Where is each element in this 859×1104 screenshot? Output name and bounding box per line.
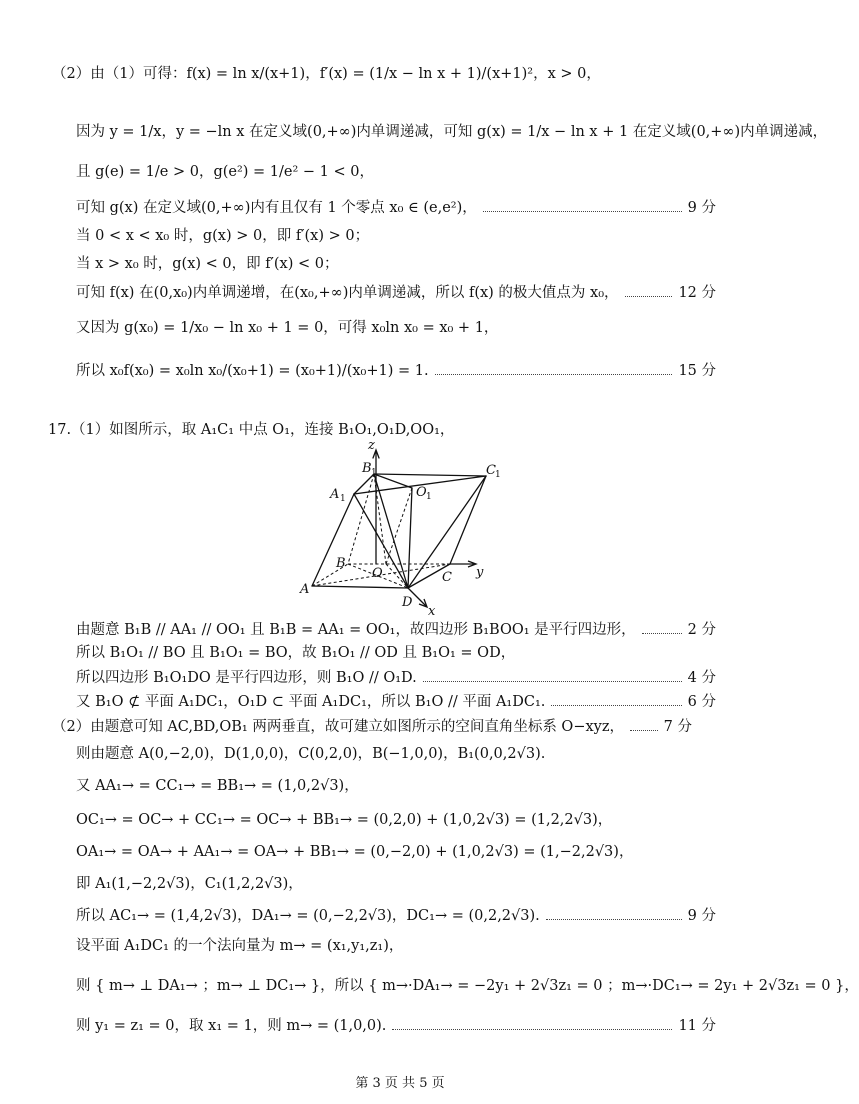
q16-part2-line-5: 当 x > x₀ 时，g(x) < 0，即 f′(x) < 0；: [76, 256, 339, 272]
prism-figure: [290, 436, 501, 619]
leader-dots: [435, 374, 673, 375]
prism-diagram: [290, 436, 501, 619]
label-c: C: [442, 570, 452, 585]
label-o1-sub: 1: [426, 492, 432, 502]
score-label: 15 分: [678, 363, 716, 379]
q17-part2-line-8: 则 y₁ = z₁ = 0，取 x₁ = 1，则 m→ = (1,0,0). 11 分: [76, 1018, 716, 1034]
q17-part2-line-4: 即 A₁(1,−2,2√3)，C₁(1,2,2√3)，: [76, 876, 303, 892]
label-o1: O: [416, 485, 427, 500]
label-y: y: [476, 565, 484, 580]
leader-dots: [551, 705, 681, 706]
score-label: 9 分: [687, 200, 716, 216]
score-label: 6 分: [687, 694, 716, 710]
q17-part2-lead: （2）由题意可知 AC,BD,OB₁ 两两垂直，故可建立如图所示的空间直角坐标系 O−xyz， 7 分: [52, 719, 692, 735]
leader-dots: [630, 730, 658, 731]
label-b1-sub: 1: [371, 468, 377, 478]
label-x: x: [428, 604, 436, 619]
label-d: D: [402, 595, 413, 610]
leader-dots: [392, 1029, 672, 1030]
leader-dots: [483, 211, 682, 212]
q16-part2-line-4: 当 0 < x < x₀ 时，g(x) > 0，即 f′(x) > 0；: [76, 228, 370, 244]
leader-dots: [423, 681, 682, 682]
label-c1: C: [486, 463, 496, 478]
label-a1: A: [330, 487, 340, 502]
edge-b1-o1: [374, 474, 412, 488]
q16-part2-line-6: 可知 f(x) 在(0,x₀)内单调递增，在(x₀,+∞)内单调递减，所以 f(x) 的极大值点为 x₀， 12 分: [76, 285, 716, 301]
edge-b1-c1: [374, 474, 486, 476]
label-c1-sub: 1: [495, 470, 501, 480]
q17-part2-line-2: OC₁→ = OC→ + CC₁→ = OC→ + BB₁→ = (0,2,0) + (1,0,2√3) = (1,2,2√3)，: [76, 812, 613, 828]
label-a1-sub: 1: [340, 494, 346, 504]
label-o: O: [372, 566, 383, 581]
label-z: z: [368, 438, 375, 453]
q17-part2-line-1: 又 AA₁→ = CC₁→ = BB₁→ = (1,0,2√3)，: [76, 778, 359, 794]
leader-dots: [625, 296, 673, 297]
q17-part1-line-1: 所以 B₁O₁ // BO 且 B₁O₁ = BO，故 B₁O₁ // OD 且 B₁O₁ = OD，: [76, 645, 516, 661]
q17-part2-line-6: 设平面 A₁DC₁ 的一个法向量为 m→ = (x₁,y₁,z₁)，: [76, 938, 404, 954]
q17-part1-line-2: 所以四边形 B₁O₁DO 是平行四边形，则 B₁O // O₁D. 4 分: [76, 670, 716, 686]
score-label: 7 分: [663, 719, 692, 735]
score-label: 12 分: [678, 285, 716, 301]
score-label: 11 分: [678, 1018, 716, 1034]
q16-part2-line-2: 且 g(e) = 1/e > 0，g(e²) = 1/e² − 1 < 0，: [76, 164, 374, 180]
q16-part2-line-3: 可知 g(x) 在定义域(0,+∞)内有且仅有 1 个零点 x₀ ∈ (e,e²)， 9 分: [76, 200, 716, 216]
q16-part2-line-1: 因为 y = 1/x，y = −ln x 在定义域(0,+∞)内单调递减，可知 g(x) = 1/x − ln x + 1 在定义域(0,+∞)内单调递减，: [76, 124, 828, 140]
q17-intro: 17.（1）如图所示，取 A₁C₁ 中点 O₁，连接 B₁O₁,O₁D,OO₁，: [48, 422, 455, 438]
score-label: 2 分: [687, 622, 716, 638]
edge-a1-a: [312, 494, 354, 586]
q17-part2-line-0: 则由题意 A(0,−2,0)，D(1,0,0)，C(0,2,0)，B(−1,0,0)，B₁(0,0,2√3).: [76, 746, 546, 762]
label-b1: B: [362, 461, 372, 476]
q16-part2-line-7: 又因为 g(x₀) = 1/x₀ − ln x₀ + 1 = 0，可得 x₀ln x₀ = x₀ + 1，: [76, 320, 499, 336]
score-label: 9 分: [687, 908, 716, 924]
label-b: B: [336, 556, 346, 571]
q17-part1-line-3: 又 B₁O ⊄ 平面 A₁DC₁，O₁D ⊂ 平面 A₁DC₁，所以 B₁O // 平面 A₁DC₁. 6 分: [76, 694, 716, 710]
edge-a-d: [312, 586, 408, 588]
page-footer: 第 3 页 共 5 页: [355, 1076, 445, 1091]
score-label: 4 分: [687, 670, 716, 686]
label-a: A: [300, 582, 310, 597]
q16-part2-line-0: （2）由（1）可得：f(x) = ln x/(x+1)，f′(x) = (1/x − ln x + 1)/(x+1)²，x > 0，: [52, 66, 601, 82]
edge-o1-d: [408, 488, 412, 588]
q17-part1-line-0: 由题意 B₁B // AA₁ // OO₁ 且 B₁B = AA₁ = OO₁，故四边形 B₁BOO₁ 是平行四边形， 2 分: [76, 622, 716, 638]
leader-dots: [546, 919, 682, 920]
q17-part2-line-5: 所以 AC₁→ = (1,4,2√3)，DA₁→ = (0,−2,2√3)，DC₁→ = (0,2,2√3). 9 分: [76, 908, 716, 924]
q16-part2-line-8: 所以 x₀f(x₀) = x₀ln x₀/(x₀+1) = (x₀+1)/(x₀+1) = 1. 15 分: [76, 363, 716, 379]
q17-part2-line-7: 则 { m→ ⊥ DA₁→ ；m→ ⊥ DC₁→ }，所以 { m→·DA₁→ = −2y₁ + 2√3z₁ = 0 ；m→·DC₁→ = 2y₁ + 2√3z₁ = 0 }，: [76, 978, 859, 994]
leader-dots: [642, 633, 682, 634]
q17-part2-line-3: OA₁→ = OA→ + AA₁→ = OA→ + BB₁→ = (0,−2,0) + (1,0,2√3) = (1,−2,2√3)，: [76, 844, 634, 860]
